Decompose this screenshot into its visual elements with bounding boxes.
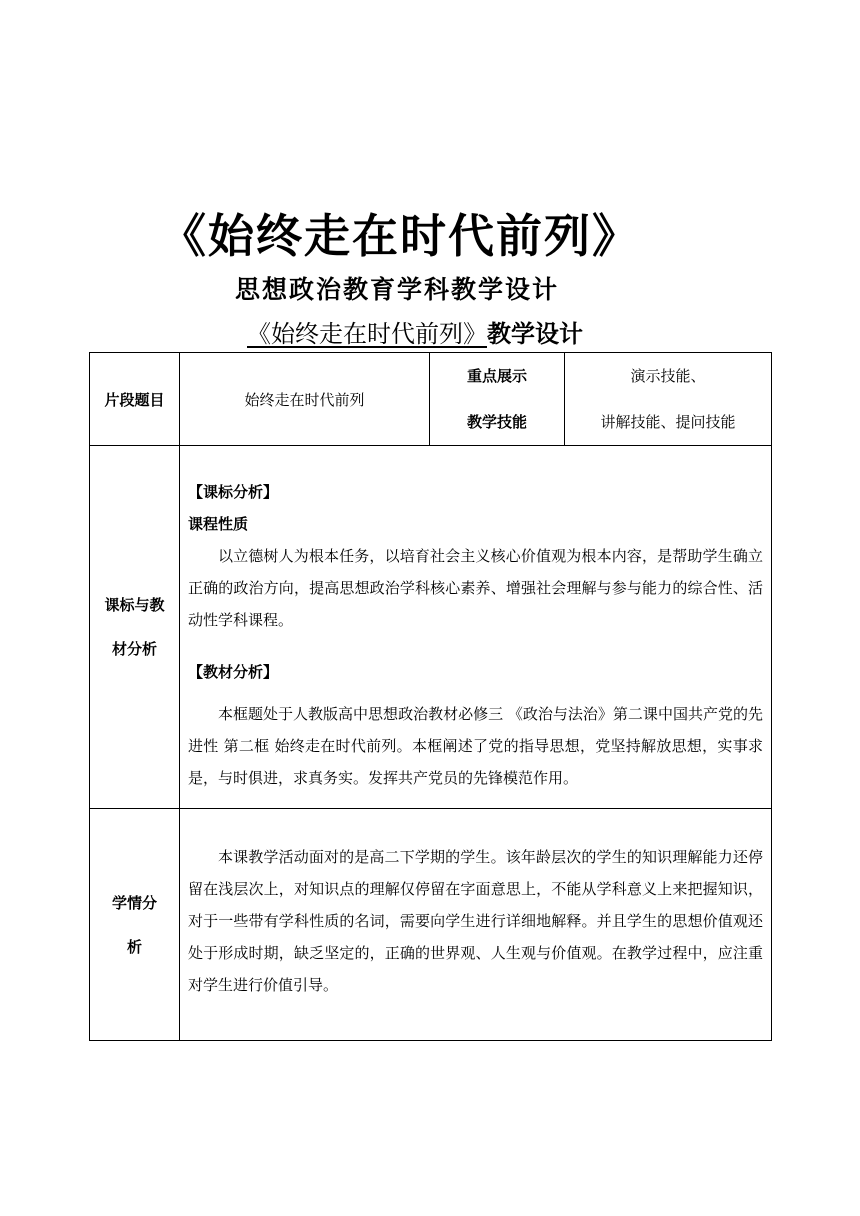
analysis-content-cell xyxy=(180,446,772,809)
course-nature-heading: 课程性质 xyxy=(188,515,249,533)
textbook-text-a: 本框题处于人教版高中思想政治教材 xyxy=(218,705,459,723)
value-cell-topic xyxy=(180,353,430,446)
analysis-label-line2: 材分析 xyxy=(111,640,157,658)
label-cell-learner xyxy=(90,809,180,1041)
skills-line2: 讲解技能、提问技能 xyxy=(600,413,736,431)
document-title: 《始终走在时代前列》 xyxy=(160,209,640,263)
table-row-learner-analysis xyxy=(90,809,772,1041)
analysis-content xyxy=(180,446,771,794)
design-heading-underlined: 《始终走在时代前列》 xyxy=(247,320,487,348)
learner-text-c: 的学生。该年龄层次的学生的知识理解能力还停留在浅层次上，对知识点的理解仅停留在字面意思上，不能从学科意义上来把握知识，对于一些带有学科性质的名词，需要向学生进行详细地解释。并且学生的思想价值观还处于形成时期，缺乏坚定的，正确的世界观、人生观与价值观。在教学过程中，应注重对学生进行价值引导。 xyxy=(188,848,763,994)
table-row-analysis xyxy=(90,446,772,809)
label-cell-focus-skills xyxy=(430,353,565,446)
learner-content xyxy=(180,809,771,1001)
table-row-topic xyxy=(90,353,772,446)
textbook-text-d: 本框阐述了党的指导思想，党坚持解放思想，实事求是，与时俱进，求真务实。发挥共产党员的先锋模范作用。 xyxy=(188,737,763,787)
label-cell-topic xyxy=(90,353,180,446)
topic-value: 始终走在时代前列 xyxy=(244,390,365,409)
textbook-text-b: 必修三 《政治与法治》 xyxy=(458,705,613,723)
document-subtitle: 思想政治教育学科教学设计 xyxy=(235,275,560,304)
section-gap xyxy=(188,636,763,656)
focus-skills-label-line1: 重点展示 xyxy=(466,367,527,385)
learner-text-a: 本课教学活动面对的是高二 xyxy=(218,848,400,866)
value-cell-skills xyxy=(565,353,772,446)
textbook-heading: 【教材分析】 xyxy=(188,663,279,681)
learner-text-b: 下学期 xyxy=(399,848,446,866)
learner-content-cell xyxy=(180,809,772,1041)
skills-line1: 演示技能、 xyxy=(630,367,706,385)
design-heading xyxy=(247,314,583,349)
learner-label-line1: 学情分 xyxy=(111,893,157,912)
teaching-design-table xyxy=(89,352,772,1041)
textbook-text-c: 第二课中国共产党的先进性 第二框 始终走在时代前列。 xyxy=(188,705,763,755)
learner-label-line2: 析 xyxy=(126,937,142,956)
analysis-label-line1: 课标与教 xyxy=(104,596,165,614)
label-cell-analysis xyxy=(90,446,180,809)
topic-label: 片段题目 xyxy=(104,390,165,409)
curriculum-heading: 【课标分析】 xyxy=(188,483,279,501)
focus-skills-label-line2: 教学技能 xyxy=(466,413,527,431)
textbook-paragraph xyxy=(188,698,763,794)
curriculum-paragraph: 以立德树人为根本任务，以培育社会主义核心价值观为根本内容，是帮助学生确立正确的政治方向，提高思想政治学科核心素养、增强社会理解与参与能力的综合性、活动性学科课程。 xyxy=(188,547,763,629)
learner-paragraph xyxy=(188,841,763,1001)
design-heading-rest: 教学设计 xyxy=(487,320,583,348)
